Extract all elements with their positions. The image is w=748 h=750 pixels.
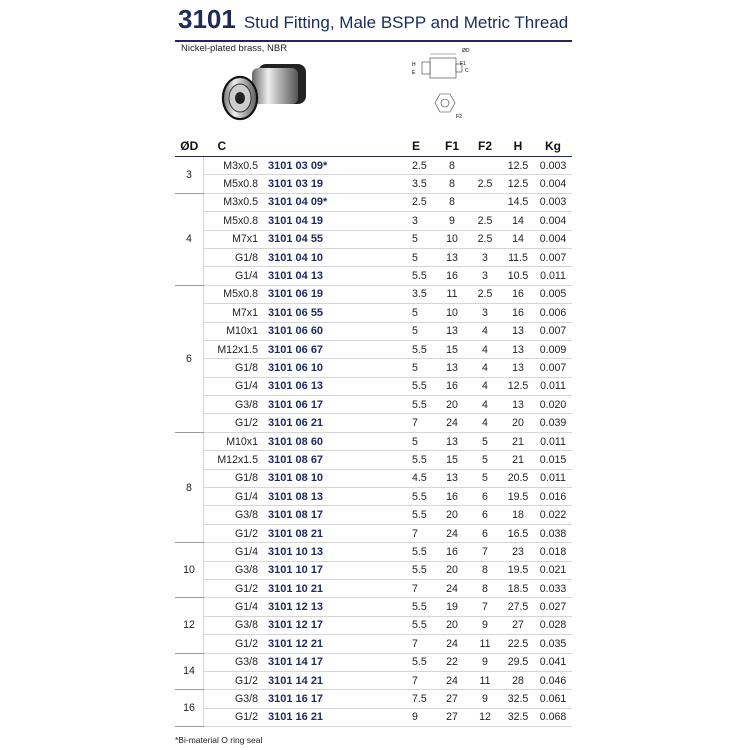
- thread-cell: G3/8: [204, 506, 265, 524]
- col-header-f2: F2: [468, 136, 502, 157]
- part-number[interactable]: 3101 10 13: [264, 543, 410, 561]
- e-value: 5: [410, 230, 436, 248]
- e-value: 5.5: [410, 267, 436, 285]
- h-value: 29.5: [502, 653, 534, 671]
- part-number[interactable]: 3101 08 17: [264, 506, 410, 524]
- f1-value: 13: [436, 432, 468, 450]
- part-number[interactable]: 3101 06 17: [264, 396, 410, 414]
- e-value: 5.5: [410, 396, 436, 414]
- f2-value: 6: [468, 524, 502, 542]
- thread-cell: G1/4: [204, 598, 265, 616]
- part-number[interactable]: 3101 08 13: [264, 488, 410, 506]
- f2-value: 6: [468, 488, 502, 506]
- e-value: 5.5: [410, 598, 436, 616]
- thread-cell: G1/4: [204, 267, 265, 285]
- h-value: 19.5: [502, 561, 534, 579]
- f1-value: 24: [436, 524, 468, 542]
- f2-value: 4: [468, 340, 502, 358]
- f2-value: 5: [468, 469, 502, 487]
- weight-value: 0.033: [534, 579, 572, 597]
- f1-value: 8: [436, 175, 468, 193]
- part-number[interactable]: 3101 04 19: [264, 212, 410, 230]
- table-row: [175, 635, 572, 653]
- table-row: [175, 157, 572, 175]
- weight-value: 0.004: [534, 212, 572, 230]
- thread-cell: G3/8: [204, 616, 265, 634]
- f2-value: 7: [468, 543, 502, 561]
- table-row: [175, 451, 572, 469]
- f2-value: 2.5: [468, 285, 502, 303]
- e-value: 5: [410, 304, 436, 322]
- title-rule: [175, 40, 572, 42]
- f2-value: 7: [468, 598, 502, 616]
- e-value: 9: [410, 708, 436, 726]
- col-header-code: [264, 136, 410, 157]
- f2-value: 4: [468, 414, 502, 432]
- diagram-label-c: C: [465, 68, 469, 74]
- f2-value: 4: [468, 377, 502, 395]
- e-value: 5.5: [410, 340, 436, 358]
- f2-value: 9: [468, 616, 502, 634]
- part-number[interactable]: 3101 08 60: [264, 432, 410, 450]
- part-number[interactable]: 3101 16 21: [264, 708, 410, 726]
- f1-value: 20: [436, 396, 468, 414]
- h-value: 27.5: [502, 598, 534, 616]
- thread-cell: M12x1.5: [204, 340, 265, 358]
- col-header-c: C: [204, 136, 265, 157]
- table-row: [175, 579, 572, 597]
- f1-value: 20: [436, 506, 468, 524]
- f1-value: 8: [436, 157, 468, 175]
- weight-value: 0.015: [534, 451, 572, 469]
- h-value: 21: [502, 432, 534, 450]
- page-title: [178, 4, 568, 36]
- h-value: 18.5: [502, 579, 534, 597]
- specification-table: [175, 136, 572, 727]
- table-row: [175, 230, 572, 248]
- f2-value: 3: [468, 248, 502, 266]
- table-row: [175, 193, 572, 211]
- table-row: [175, 396, 572, 414]
- h-value: 20: [502, 414, 534, 432]
- weight-value: 0.068: [534, 708, 572, 726]
- part-number[interactable]: 3101 06 19: [264, 285, 410, 303]
- e-value: 4.5: [410, 469, 436, 487]
- f1-value: 27: [436, 690, 468, 708]
- part-number[interactable]: 3101 14 21: [264, 671, 410, 689]
- weight-value: 0.039: [534, 414, 572, 432]
- part-number[interactable]: 3101 04 10: [264, 248, 410, 266]
- thread-cell: G1/4: [204, 377, 265, 395]
- e-value: 5: [410, 359, 436, 377]
- f1-value: 16: [436, 267, 468, 285]
- e-value: 3: [410, 212, 436, 230]
- f2-value: 8: [468, 561, 502, 579]
- diameter-cell: 3: [175, 157, 204, 194]
- weight-value: 0.041: [534, 653, 572, 671]
- thread-cell: G1/4: [204, 488, 265, 506]
- col-header-f1: F1: [436, 136, 468, 157]
- e-value: 7: [410, 579, 436, 597]
- table-row: [175, 561, 572, 579]
- f1-value: 20: [436, 616, 468, 634]
- thread-cell: G3/8: [204, 690, 265, 708]
- table-row: [175, 469, 572, 487]
- thread-cell: G3/8: [204, 653, 265, 671]
- e-value: 5: [410, 322, 436, 340]
- f1-value: 27: [436, 708, 468, 726]
- h-value: 21: [502, 451, 534, 469]
- weight-value: 0.006: [534, 304, 572, 322]
- table-row: [175, 175, 572, 193]
- part-number[interactable]: 3101 04 13: [264, 267, 410, 285]
- h-value: 16: [502, 304, 534, 322]
- e-value: 5.5: [410, 377, 436, 395]
- weight-value: 0.022: [534, 506, 572, 524]
- weight-value: 0.016: [534, 488, 572, 506]
- e-value: 7: [410, 671, 436, 689]
- weight-value: 0.011: [534, 432, 572, 450]
- thread-cell: G1/2: [204, 635, 265, 653]
- f2-value: 11: [468, 635, 502, 653]
- weight-value: 0.027: [534, 598, 572, 616]
- table-row: [175, 304, 572, 322]
- h-value: 11.5: [502, 248, 534, 266]
- e-value: 5.5: [410, 451, 436, 469]
- weight-value: 0.003: [534, 157, 572, 175]
- table-row: [175, 285, 572, 303]
- material-subtitle: Nickel-plated brass, NBR: [181, 43, 288, 54]
- h-value: 23: [502, 543, 534, 561]
- thread-cell: M7x1: [204, 304, 265, 322]
- weight-value: 0.061: [534, 690, 572, 708]
- f2-value: 2.5: [468, 230, 502, 248]
- thread-cell: G3/8: [204, 561, 265, 579]
- weight-value: 0.020: [534, 396, 572, 414]
- h-value: 10.5: [502, 267, 534, 285]
- e-value: 5.5: [410, 543, 436, 561]
- h-value: 13: [502, 340, 534, 358]
- e-value: 5.5: [410, 616, 436, 634]
- e-value: 5.5: [410, 488, 436, 506]
- weight-value: 0.011: [534, 469, 572, 487]
- f2-value: 12: [468, 708, 502, 726]
- f1-value: 24: [436, 671, 468, 689]
- f2-value: 4: [468, 396, 502, 414]
- fitting-photo: [218, 60, 318, 128]
- diagram-label-h: H: [412, 62, 416, 68]
- table-row: [175, 340, 572, 358]
- weight-value: 0.004: [534, 175, 572, 193]
- h-value: 12.5: [502, 377, 534, 395]
- part-number[interactable]: 3101 10 17: [264, 561, 410, 579]
- table-row: [175, 616, 572, 634]
- f1-value: 13: [436, 359, 468, 377]
- table-row: [175, 708, 572, 726]
- weight-value: 0.004: [534, 230, 572, 248]
- f1-value: 13: [436, 322, 468, 340]
- weight-value: 0.003: [534, 193, 572, 211]
- thread-cell: M5x0.8: [204, 285, 265, 303]
- diameter-cell: 4: [175, 193, 204, 285]
- weight-value: 0.038: [534, 524, 572, 542]
- f2-value: 9: [468, 690, 502, 708]
- col-header-h: H: [502, 136, 534, 157]
- diameter-cell: 12: [175, 598, 204, 653]
- part-number[interactable]: 3101 06 10: [264, 359, 410, 377]
- e-value: 7: [410, 414, 436, 432]
- f2-value: [468, 157, 502, 175]
- h-value: 28: [502, 671, 534, 689]
- part-number[interactable]: 3101 04 55: [264, 230, 410, 248]
- f2-value: 5: [468, 451, 502, 469]
- thread-cell: G1/8: [204, 248, 265, 266]
- h-value: 14: [502, 230, 534, 248]
- table-header-row: [175, 136, 572, 157]
- weight-value: 0.007: [534, 359, 572, 377]
- part-number[interactable]: 3101 08 10: [264, 469, 410, 487]
- h-value: 18: [502, 506, 534, 524]
- weight-value: 0.046: [534, 671, 572, 689]
- table-row: [175, 377, 572, 395]
- diameter-cell: 10: [175, 543, 204, 598]
- f1-value: 8: [436, 193, 468, 211]
- thread-cell: G1/2: [204, 708, 265, 726]
- diameter-cell: 8: [175, 432, 204, 542]
- e-value: 5.5: [410, 653, 436, 671]
- part-number[interactable]: 3101 03 19: [264, 175, 410, 193]
- thread-cell: G1/2: [204, 579, 265, 597]
- table-row: [175, 267, 572, 285]
- table-row: [175, 524, 572, 542]
- f1-value: 15: [436, 451, 468, 469]
- thread-cell: G3/8: [204, 396, 265, 414]
- f1-value: 13: [436, 469, 468, 487]
- part-number[interactable]: 3101 03 09*: [264, 157, 410, 175]
- thread-cell: M7x1: [204, 230, 265, 248]
- f2-value: 11: [468, 671, 502, 689]
- part-number[interactable]: 3101 06 67: [264, 340, 410, 358]
- footnote: *Bi-material O ring seal: [175, 735, 263, 745]
- h-value: 13: [502, 396, 534, 414]
- f1-value: 11: [436, 285, 468, 303]
- e-value: 5: [410, 248, 436, 266]
- thread-cell: M3x0.5: [204, 193, 265, 211]
- weight-value: 0.005: [534, 285, 572, 303]
- thread-cell: G1/2: [204, 524, 265, 542]
- f2-value: 4: [468, 322, 502, 340]
- table-row: [175, 690, 572, 708]
- e-value: 5.5: [410, 506, 436, 524]
- e-value: 5.5: [410, 561, 436, 579]
- f1-value: 24: [436, 579, 468, 597]
- part-number[interactable]: 3101 06 21: [264, 414, 410, 432]
- f2-value: 3: [468, 304, 502, 322]
- f1-value: 16: [436, 543, 468, 561]
- h-value: 16.5: [502, 524, 534, 542]
- col-header-e: E: [410, 136, 436, 157]
- table-row: [175, 248, 572, 266]
- e-value: 2.5: [410, 157, 436, 175]
- h-value: 12.5: [502, 175, 534, 193]
- product-title: Stud Fitting, Male BSPP and Metric Thread: [243, 13, 569, 32]
- e-value: 3.5: [410, 175, 436, 193]
- weight-value: 0.035: [534, 635, 572, 653]
- weight-value: 0.021: [534, 561, 572, 579]
- table-body: [175, 157, 572, 727]
- diagram-label-e: E: [412, 70, 416, 76]
- f1-value: 13: [436, 248, 468, 266]
- thread-cell: G1/8: [204, 469, 265, 487]
- col-header-kg: Kg: [534, 136, 572, 157]
- part-number[interactable]: 3101 08 21: [264, 524, 410, 542]
- h-value: 14: [502, 212, 534, 230]
- f1-value: 20: [436, 561, 468, 579]
- f1-value: 24: [436, 635, 468, 653]
- h-value: 22.5: [502, 635, 534, 653]
- f1-value: 9: [436, 212, 468, 230]
- thread-cell: G1/8: [204, 359, 265, 377]
- weight-value: 0.011: [534, 377, 572, 395]
- thread-cell: M5x0.8: [204, 175, 265, 193]
- diameter-cell: 16: [175, 690, 204, 727]
- f2-value: 6: [468, 506, 502, 524]
- diameter-cell: 6: [175, 285, 204, 432]
- thread-cell: M10x1: [204, 322, 265, 340]
- e-value: 7: [410, 635, 436, 653]
- table-row: [175, 212, 572, 230]
- f2-value: 4: [468, 359, 502, 377]
- f2-value: [468, 193, 502, 211]
- thread-cell: M10x1: [204, 432, 265, 450]
- part-number[interactable]: 3101 08 67: [264, 451, 410, 469]
- h-value: 13: [502, 322, 534, 340]
- thread-cell: M3x0.5: [204, 157, 265, 175]
- f1-value: 10: [436, 304, 468, 322]
- part-number[interactable]: 3101 12 17: [264, 616, 410, 634]
- f2-value: 3: [468, 267, 502, 285]
- diagram-label-f2: F2: [456, 114, 462, 120]
- e-value: 2.5: [410, 193, 436, 211]
- product-number: 3101: [178, 4, 236, 34]
- diameter-cell: 14: [175, 653, 204, 690]
- h-value: 27: [502, 616, 534, 634]
- table-row: [175, 414, 572, 432]
- f1-value: 24: [436, 414, 468, 432]
- part-number[interactable]: 3101 10 21: [264, 579, 410, 597]
- part-number[interactable]: 3101 06 55: [264, 304, 410, 322]
- h-value: 16: [502, 285, 534, 303]
- diagram-label-f1: F1: [460, 61, 466, 67]
- weight-value: 0.007: [534, 322, 572, 340]
- f2-value: 2.5: [468, 175, 502, 193]
- h-value: 19.5: [502, 488, 534, 506]
- f1-value: 10: [436, 230, 468, 248]
- part-number[interactable]: 3101 04 09*: [264, 193, 410, 211]
- diagram-label-od: ØD: [462, 48, 470, 54]
- e-value: 7.5: [410, 690, 436, 708]
- weight-value: 0.018: [534, 543, 572, 561]
- f1-value: 19: [436, 598, 468, 616]
- table-row: [175, 506, 572, 524]
- thread-cell: M12x1.5: [204, 451, 265, 469]
- table-row: [175, 432, 572, 450]
- h-value: 32.5: [502, 708, 534, 726]
- part-number[interactable]: 3101 14 17: [264, 653, 410, 671]
- f2-value: 2.5: [468, 212, 502, 230]
- part-number[interactable]: 3101 12 13: [264, 598, 410, 616]
- f1-value: 16: [436, 488, 468, 506]
- e-value: 3.5: [410, 285, 436, 303]
- thread-cell: G1/2: [204, 671, 265, 689]
- thread-cell: G1/2: [204, 414, 265, 432]
- e-value: 7: [410, 524, 436, 542]
- part-number[interactable]: 3101 06 13: [264, 377, 410, 395]
- h-value: 20.5: [502, 469, 534, 487]
- table-row: [175, 653, 572, 671]
- table-row: [175, 488, 572, 506]
- part-number[interactable]: 3101 06 60: [264, 322, 410, 340]
- h-value: 13: [502, 359, 534, 377]
- f2-value: 9: [468, 653, 502, 671]
- weight-value: 0.011: [534, 267, 572, 285]
- weight-value: 0.028: [534, 616, 572, 634]
- table-row: [175, 671, 572, 689]
- table-row: [175, 359, 572, 377]
- weight-value: 0.009: [534, 340, 572, 358]
- h-value: 14.5: [502, 193, 534, 211]
- h-value: 12.5: [502, 157, 534, 175]
- weight-value: 0.007: [534, 248, 572, 266]
- table-row: [175, 598, 572, 616]
- part-number[interactable]: 3101 12 21: [264, 635, 410, 653]
- table-row: [175, 322, 572, 340]
- f1-value: 16: [436, 377, 468, 395]
- dimension-diagram: [410, 44, 490, 128]
- col-header-d: ØD: [175, 136, 204, 157]
- table-row: [175, 543, 572, 561]
- thread-cell: M5x0.8: [204, 212, 265, 230]
- e-value: 5: [410, 432, 436, 450]
- thread-cell: G1/4: [204, 543, 265, 561]
- f1-value: 15: [436, 340, 468, 358]
- part-number[interactable]: 3101 16 17: [264, 690, 410, 708]
- h-value: 32.5: [502, 690, 534, 708]
- f2-value: 8: [468, 579, 502, 597]
- f2-value: 5: [468, 432, 502, 450]
- f1-value: 22: [436, 653, 468, 671]
